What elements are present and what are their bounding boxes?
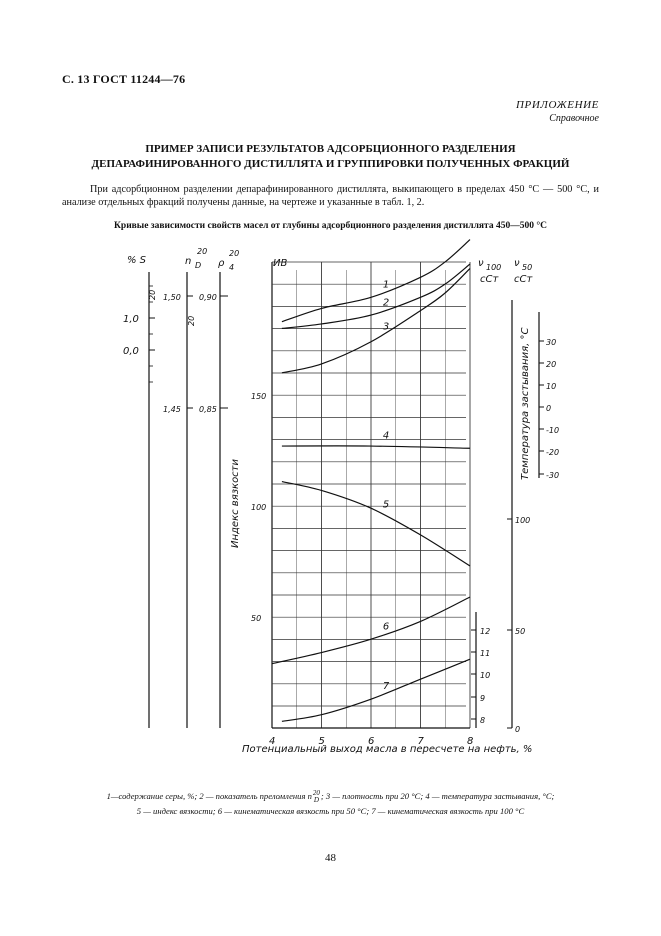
refraction-axis-label: n <box>185 256 192 267</box>
sulfur-tick-label: 0,0 <box>123 346 139 357</box>
legend-line-1-text: 1—содержание серы, %; 2 — показатель преломления n <box>106 791 312 801</box>
curve-label-2: 2 <box>382 297 390 309</box>
curve-1 <box>282 240 470 322</box>
pour-tick-label: 10 <box>546 382 557 391</box>
v100-tick-label: 9 <box>480 694 486 703</box>
pour-tick-label: -20 <box>546 448 560 457</box>
refraction-axis-sub: D <box>195 261 202 270</box>
v100-axis-sub: 100 <box>486 263 502 272</box>
chart-labels <box>123 247 559 755</box>
legend-n-super: 20 <box>312 789 320 798</box>
density-tick-label: 0,90 <box>199 293 217 302</box>
v100-tick-label: 11 <box>480 649 491 658</box>
refraction-axis-note: 20 <box>187 315 196 326</box>
x-tick-label: 6 <box>368 736 375 747</box>
v50-tick-label: 50 <box>515 627 526 636</box>
vi-tick-label: 150 <box>251 392 267 401</box>
pour-tick-label: 20 <box>546 360 557 369</box>
v100-axis-label: ν <box>478 258 484 269</box>
v50-axis-sub: 50 <box>522 263 533 272</box>
density-axis-label: ρ <box>218 258 225 269</box>
legend-line-2: 5 — индекс вязкости; 6 — кинематическая вязкость при 50 °С; 7 — кинематическая вязкость при 100 °С <box>136 806 525 817</box>
vi-axis-title: Индекс вязкости <box>230 458 241 548</box>
density-tick-label: 0,85 <box>199 405 217 414</box>
refraction-tick-label: 1,50 <box>163 293 181 302</box>
x-tick-label: 4 <box>269 736 276 747</box>
figure-legend <box>62 789 599 819</box>
v50-axis-unit: сСт <box>514 274 533 285</box>
v50-tick-label: 0 <box>515 725 521 734</box>
curve-label-6: 6 <box>382 621 390 633</box>
vi-tick-label: 50 <box>251 614 262 623</box>
legend-line-1 <box>62 789 599 804</box>
v100-axis-unit: сСт <box>480 274 499 285</box>
v100-tick-label: 12 <box>480 627 491 636</box>
curve-4 <box>282 446 470 448</box>
page-number: 48 <box>325 852 336 864</box>
figure-caption: Кривые зависимости свойств масел от глубины адсорбционного разделения дистиллята 450—500 °С <box>114 221 547 231</box>
x-tick-label: 5 <box>318 736 325 747</box>
intro-text: При адсорбционном разделении депарафинированного дистиллята, выкипающего в пределах 450 °С — 500 °С, и анализе отдельных фракций получены данные, на чертеже и указанные в табл. 1, 2. <box>62 184 599 208</box>
curve-7 <box>282 659 470 721</box>
curve-label-4: 4 <box>382 430 390 442</box>
appendix-label: ПРИЛОЖЕНИЕ <box>516 99 599 111</box>
x-tick-label: 7 <box>417 736 424 747</box>
chart-grid <box>272 262 470 728</box>
v100-tick-label: 10 <box>480 671 491 680</box>
legend-line-1-tail: ; 3 — плотность при 20 °С; 4 — температура застывания, °С; <box>320 791 555 801</box>
title-line-2: ДЕПАРАФИНИРОВАННОГО ДИСТИЛЛЯТА И ГРУППИРОВКИ ПОЛУЧЕННЫХ ФРАКЦИЙ <box>91 158 570 170</box>
density-axis-super: 20 <box>229 249 240 258</box>
vi-axis-label: ИВ <box>273 258 288 269</box>
page-header: С. 13 ГОСТ 11244—76 <box>62 72 186 86</box>
v50-tick-label: 100 <box>515 516 531 525</box>
curve-label-5: 5 <box>382 499 390 511</box>
appendix-note: Справочное <box>549 113 599 124</box>
pour-tick-label: -30 <box>546 471 560 480</box>
pour-tick-label: 0 <box>546 404 552 413</box>
curve-label-7: 7 <box>382 681 390 693</box>
vi-tick-label: 100 <box>251 503 267 512</box>
pour-tick-label: -10 <box>546 426 560 435</box>
sulfur-tick-label: 1,0 <box>123 314 139 325</box>
title-line-1: ПРИМЕР ЗАПИСИ РЕЗУЛЬТАТОВ АДСОРБЦИОННОГО РАЗДЕЛЕНИЯ <box>145 143 516 155</box>
density-axis-sub: 4 <box>229 263 235 272</box>
sulfur-axis-label: % S <box>127 255 147 266</box>
curve-5 <box>282 482 470 566</box>
legend-n-sub: D <box>313 796 319 805</box>
curve-label-1: 1 <box>382 279 390 291</box>
sulfur-axis-note: 20 <box>148 289 157 300</box>
x-axis-label: Потенциальный выход масла в пересчете на нефть, % <box>242 744 533 755</box>
v50-axis-label: ν <box>514 258 520 269</box>
pour-axis-label: Температура застывания, °С <box>520 327 531 480</box>
refraction-axis-super: 20 <box>197 247 208 256</box>
refraction-tick-label: 1,45 <box>163 405 181 414</box>
pour-tick-label: 30 <box>546 338 557 347</box>
curve-label-3: 3 <box>382 321 390 333</box>
v100-tick-label: 8 <box>480 716 486 725</box>
x-tick-label: 8 <box>467 736 474 747</box>
